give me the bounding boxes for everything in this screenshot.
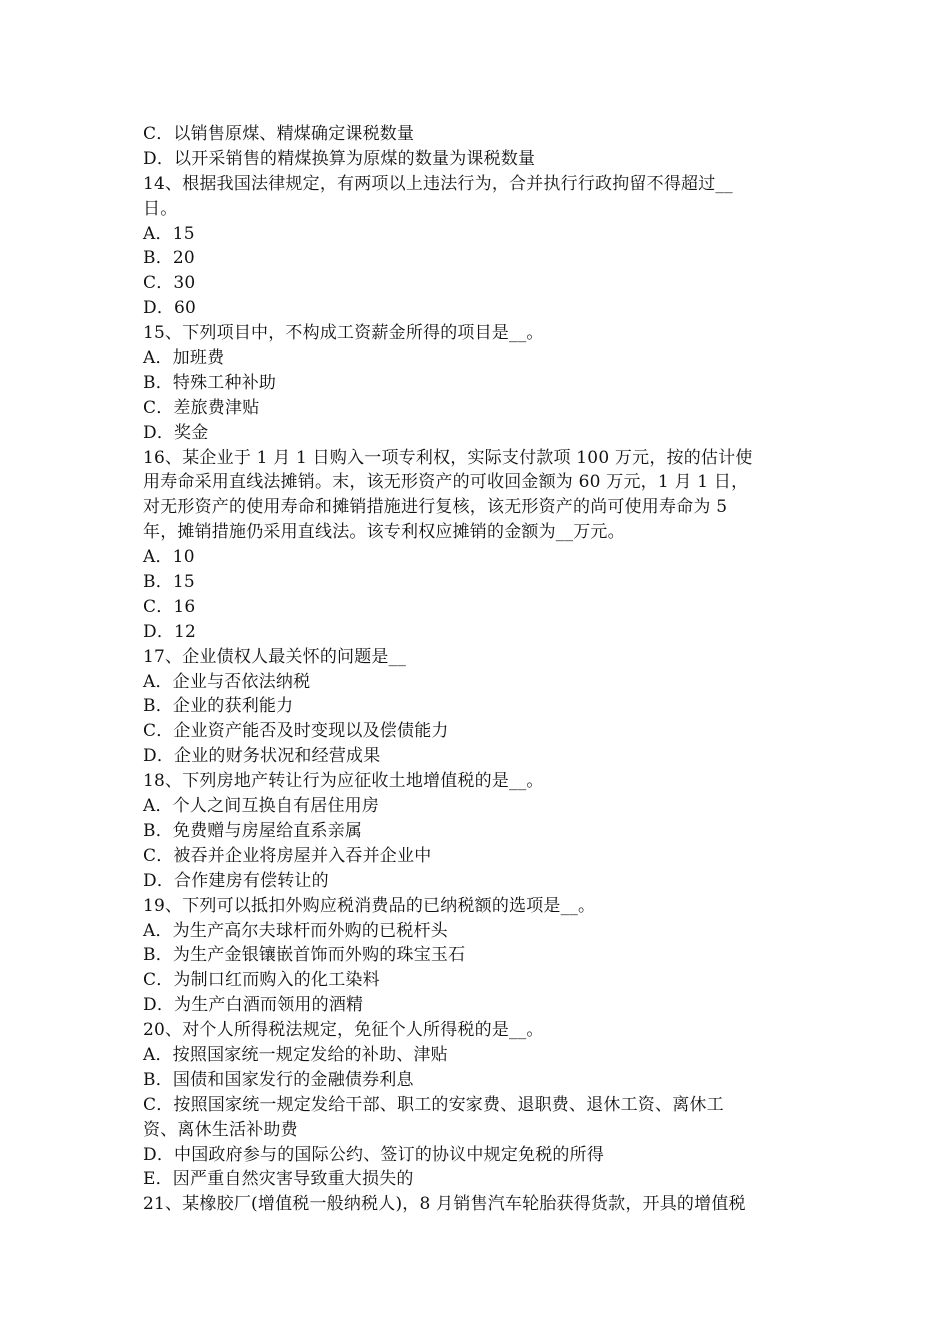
option-d: D．12: [143, 621, 197, 642]
option-d: D．为生产白酒而领用的酒精: [143, 995, 364, 1016]
option-e: E．因严重自然灾害导致重大损失的: [143, 1169, 414, 1190]
option-c: C．为制口红而购入的化工染料: [143, 970, 380, 991]
option-a: A．企业与否依法纳税: [143, 671, 311, 692]
option-b: B．15: [143, 572, 195, 593]
option-c: C．按照国家统一规定发给干部、职工的安家费、退职费、退休工资、离休工: [143, 1094, 724, 1115]
option-a: A．10: [143, 547, 195, 568]
option-a: A．为生产高尔夫球杆而外购的已税杆头: [143, 920, 448, 941]
option-a: A．个人之间互换自有居住用房: [143, 796, 380, 817]
text-line: 对无形资产的使用寿命和摊销措施进行复核，该无形资产的尚可使用寿命为 5: [143, 497, 728, 518]
text-line: C．以销售原煤、精煤确定课税数量: [143, 124, 415, 144]
option-a: A．加班费: [143, 348, 225, 369]
question-16: 16、某企业于 1 月 1 日购入一项专利权，实际支付款项 100 万元，按的估计使: [143, 447, 753, 468]
option-c: C．企业资产能否及时变现以及偿债能力: [143, 721, 449, 742]
option-d: D．60: [143, 298, 197, 319]
option-c: C．30: [143, 273, 196, 294]
option-c: C．被吞并企业将房屋并入吞并企业中: [143, 845, 432, 866]
question-21: 21、某橡胶厂(增值税一般纳税人)，8 月销售汽车轮胎获得货款，开具的增值税: [143, 1194, 746, 1215]
question-18: 18、下列房地产转让行为应征收土地增值税的是__。: [143, 771, 544, 792]
option-d: D．企业的财务状况和经营成果: [143, 746, 381, 767]
option-d: D．奖金: [143, 422, 209, 443]
option-b: B．为生产金银镶嵌首饰而外购的珠宝玉石: [143, 945, 466, 966]
option-a: A．按照国家统一规定发给的补助、津贴: [143, 1044, 448, 1065]
option-d: D．中国政府参与的国际公约、签订的协议中规定免税的所得: [143, 1144, 605, 1165]
question-15: 15、下列项目中，不构成工资薪金所得的项目是__。: [143, 323, 544, 344]
question-17: 17、企业债权人最关怀的问题是__: [143, 646, 407, 667]
text-line: 年，摊销措施仍采用直线法。该专利权应摊销的金额为__万元。: [143, 522, 625, 543]
option-b: B．特殊工种补助: [143, 372, 277, 393]
option-c: C．差旅费津贴: [143, 397, 260, 418]
option-b: B．国债和国家发行的金融债券利息: [143, 1069, 414, 1090]
question-14: 14、根据我国法律规定，有两项以上违法行为，合并执行行政拘留不得超过__: [143, 173, 733, 194]
option-b: B．20: [143, 248, 195, 269]
option-a: A．15: [143, 223, 195, 244]
text-line: 用寿命采用直线法摊销。末，该无形资产的可收回金额为 60 万元，1 月 1 日，: [143, 472, 749, 493]
text-line: 日。: [143, 198, 178, 219]
text-line: D．以开采销售的精煤换算为原煤的数量为课税数量: [143, 148, 536, 169]
option-b: B．企业的获利能力: [143, 696, 294, 717]
text-line: 资、离休生活补助费: [143, 1119, 298, 1140]
option-c: C．16: [143, 596, 196, 617]
question-19: 19、下列可以抵扣外购应税消费品的已纳税额的选项是__。: [143, 895, 596, 916]
document-page: [143, 122, 811, 1217]
option-d: D．合作建房有偿转让的: [143, 870, 329, 891]
question-20: 20、对个人所得税法规定，免征个人所得税的是__。: [143, 1020, 544, 1041]
option-b: B．免费赠与房屋给直系亲属: [143, 820, 363, 841]
